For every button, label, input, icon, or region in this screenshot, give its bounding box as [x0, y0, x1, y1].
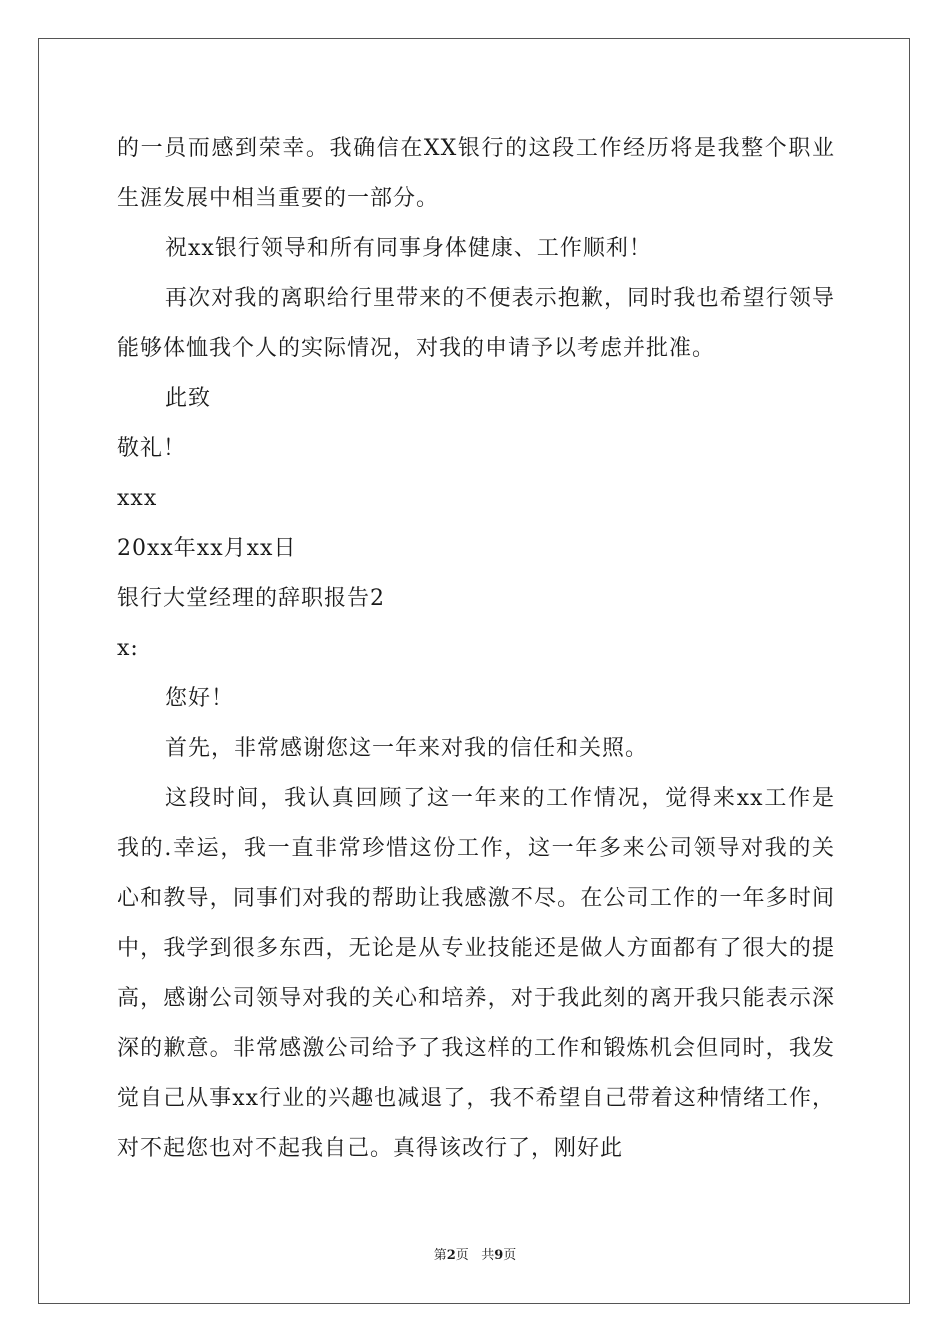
total-suffix: 页	[503, 1248, 517, 1263]
recipient: x:	[117, 636, 139, 661]
signature-date: 20xx年xx月xx日	[117, 536, 297, 561]
page-footer	[0, 1244, 950, 1263]
paragraph: 这段时间，我认真回顾了这一年来的工作情况，觉得来xx工作是我的.幸运，我一直非常珍惜这份工作，这一年多来公司领导对我的关心和教导，同事们对我的帮助让我感激不尽。在公司工作的一年多时间中，我学到很多东西，无论是从专业技能还是做人方面都有了很大的提高，感谢公司领导对我的关心和培养，对于我此刻的离开我只能表示深深的歉意。非常感激公司给予了我这样的工作和锻炼机会但同时，我发觉自己从事xx行业的兴趣也减退了，我不希望自己带着这种情绪工作，对不起您也对不起我自己。真得该改行了，刚好此	[117, 786, 835, 1161]
total-prefix: 共	[481, 1248, 495, 1263]
paragraph: 再次对我的离职给行里带来的不便表示抱歉，同时我也希望行领导能够体恤我个人的实际情况，对我的申请予以考虑并批准。	[117, 286, 835, 361]
paragraph: 首先，非常感谢您这一年来对我的信任和关照。	[165, 736, 649, 761]
total-pages: 9	[494, 1248, 504, 1263]
closing-salutation: 此致	[165, 386, 212, 411]
page-suffix: 页	[455, 1248, 469, 1263]
page-number: 2	[446, 1248, 456, 1263]
signature-name: xxx	[117, 486, 158, 511]
document-body	[117, 124, 835, 1174]
greeting: 您好！	[165, 686, 235, 711]
section-title: 银行大堂经理的辞职报告2	[117, 586, 385, 611]
closing-regards: 敬礼！	[117, 436, 187, 461]
paragraph: 祝xx银行领导和所有同事身体健康、工作顺利！	[165, 236, 652, 261]
page-prefix: 第	[433, 1248, 447, 1263]
paragraph: 的一员而感到荣幸。我确信在XX银行的这段工作经历将是我整个职业生涯发展中相当重要的一部分。	[117, 136, 835, 211]
